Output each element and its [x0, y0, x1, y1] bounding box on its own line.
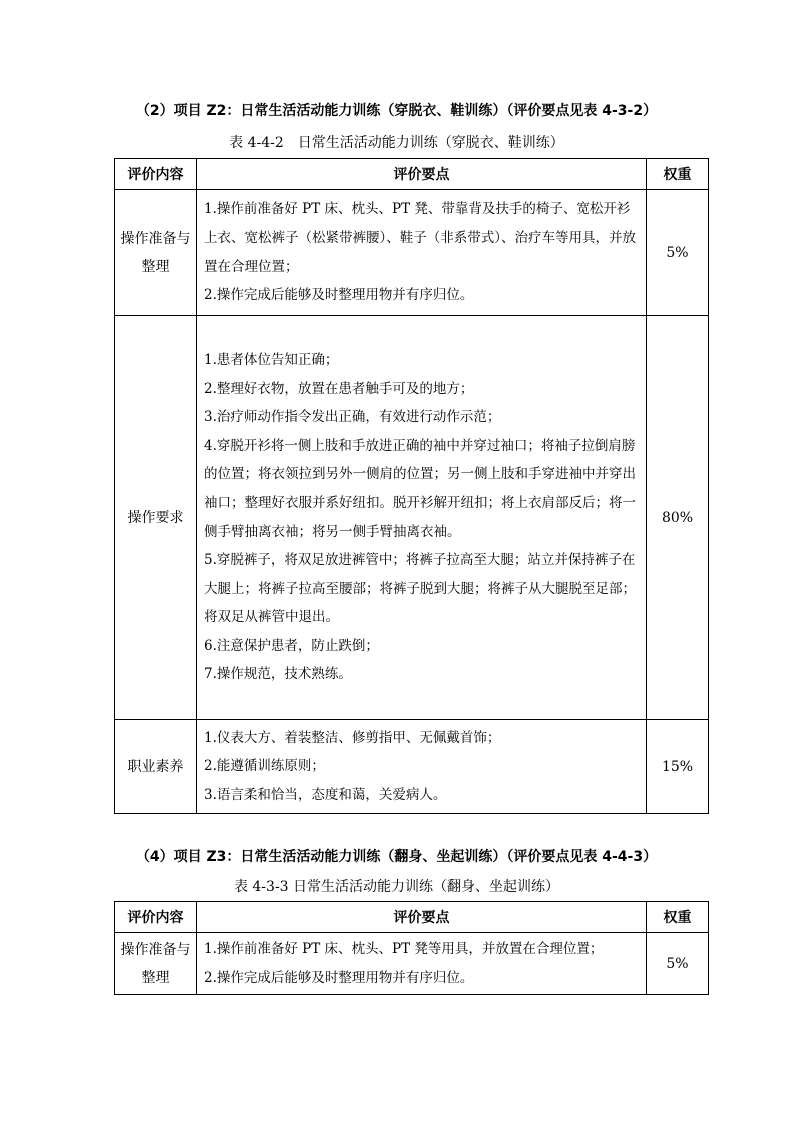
row-category: 操作准备与整理	[115, 933, 197, 995]
table-row	[115, 720, 709, 814]
point-item: 3.语言柔和恰当，态度和蔼，关爱病人。	[204, 786, 447, 803]
point-item: 2.能遵循训练原则；	[204, 758, 325, 775]
point-item: 6.注意保护患者，防止跌倒；	[204, 637, 379, 654]
header-category: 评价内容	[115, 902, 197, 933]
point-item: 7.操作规范，技术熟练。	[204, 666, 352, 683]
evaluation-table-1	[114, 158, 709, 814]
row-points	[197, 720, 647, 814]
point-item: 5.穿脱裤子，将双足放进裤管中；将裤子拉高至大腿；站立并保持裤子在大腿上；将裤子拉高至腰部；将裤子脱到大腿；将裤子从大腿脱至足部；将双足从裤管中退出。	[204, 552, 636, 626]
point-item: 1.操作前准备好 PT 床、枕头、PT 凳等用具，并放置在合理位置；	[204, 941, 604, 957]
row-points	[197, 316, 647, 720]
point-item: 2.操作完成后能够及时整理用物并有序归位。	[204, 287, 474, 304]
row-points	[197, 933, 647, 995]
point-item: 1.仪表大方、着装整洁、修剪指甲、无佩戴首饰；	[204, 729, 501, 746]
point-item: 2.操作完成后能够及时整理用物并有序归位。	[204, 969, 474, 986]
header-points: 评价要点	[197, 902, 647, 933]
header-weight: 权重	[647, 159, 709, 190]
point-item: 2.整理好衣物，放置在患者触手可及的地方；	[204, 380, 474, 397]
evaluation-table-2	[114, 901, 709, 995]
row-weight: 80%	[647, 316, 709, 720]
header-category: 评价内容	[115, 159, 197, 190]
point-item: 4.穿脱开衫将一侧上肢和手放进正确的袖中并穿过袖口；将袖子拉倒肩膀的位置；将衣领拉到另外一侧肩的位置；另一侧上肢和手穿进袖中并穿出袖口；整理好衣服并系好纽扣。脱开衫解开纽扣；将上衣肩部反后；将一侧手臂抽离衣袖；将另一侧手臂抽离衣袖。	[204, 437, 636, 540]
point-item: 1.操作前准备好 PT 床、枕头、PT 凳、带靠背及扶手的椅子、宽松开衫上衣、宽松裤子（松紧带裤腰）、鞋子（非系带式）、治疗车等用具，并放置在合理位置；	[204, 201, 636, 275]
header-weight: 权重	[647, 902, 709, 933]
table-row	[115, 316, 709, 720]
row-category: 操作要求	[115, 316, 197, 720]
section1-heading: （2）项目 Z2：日常生活活动能力训练（穿脱衣、鞋训练）（评价要点见表 4-3-2）	[135, 103, 658, 119]
row-weight: 15%	[647, 720, 709, 814]
table-header-row	[115, 159, 709, 190]
table-row	[115, 933, 709, 995]
table-header-row	[115, 902, 709, 933]
row-category: 职业素养	[115, 720, 197, 814]
point-item: 3.治疗师动作指令发出正确，有效进行动作示范；	[204, 409, 501, 426]
point-item: 1.患者体位告知正确；	[204, 351, 339, 368]
section1-caption: 表 4-4-2 日常生活活动能力训练（穿脱衣、鞋训练）	[229, 135, 564, 151]
row-category: 操作准备与整理	[115, 190, 197, 316]
section2-caption: 表 4-3-3 日常生活活动能力训练（翻身、坐起训练）	[233, 879, 560, 895]
header-points: 评价要点	[197, 159, 647, 190]
table-row	[115, 190, 709, 316]
row-weight: 5%	[647, 190, 709, 316]
section2-heading: （4）项目 Z3：日常生活活动能力训练（翻身、坐起训练）（评价要点见表 4-4-3）	[135, 849, 658, 865]
row-points	[197, 190, 647, 316]
row-weight: 5%	[647, 933, 709, 995]
